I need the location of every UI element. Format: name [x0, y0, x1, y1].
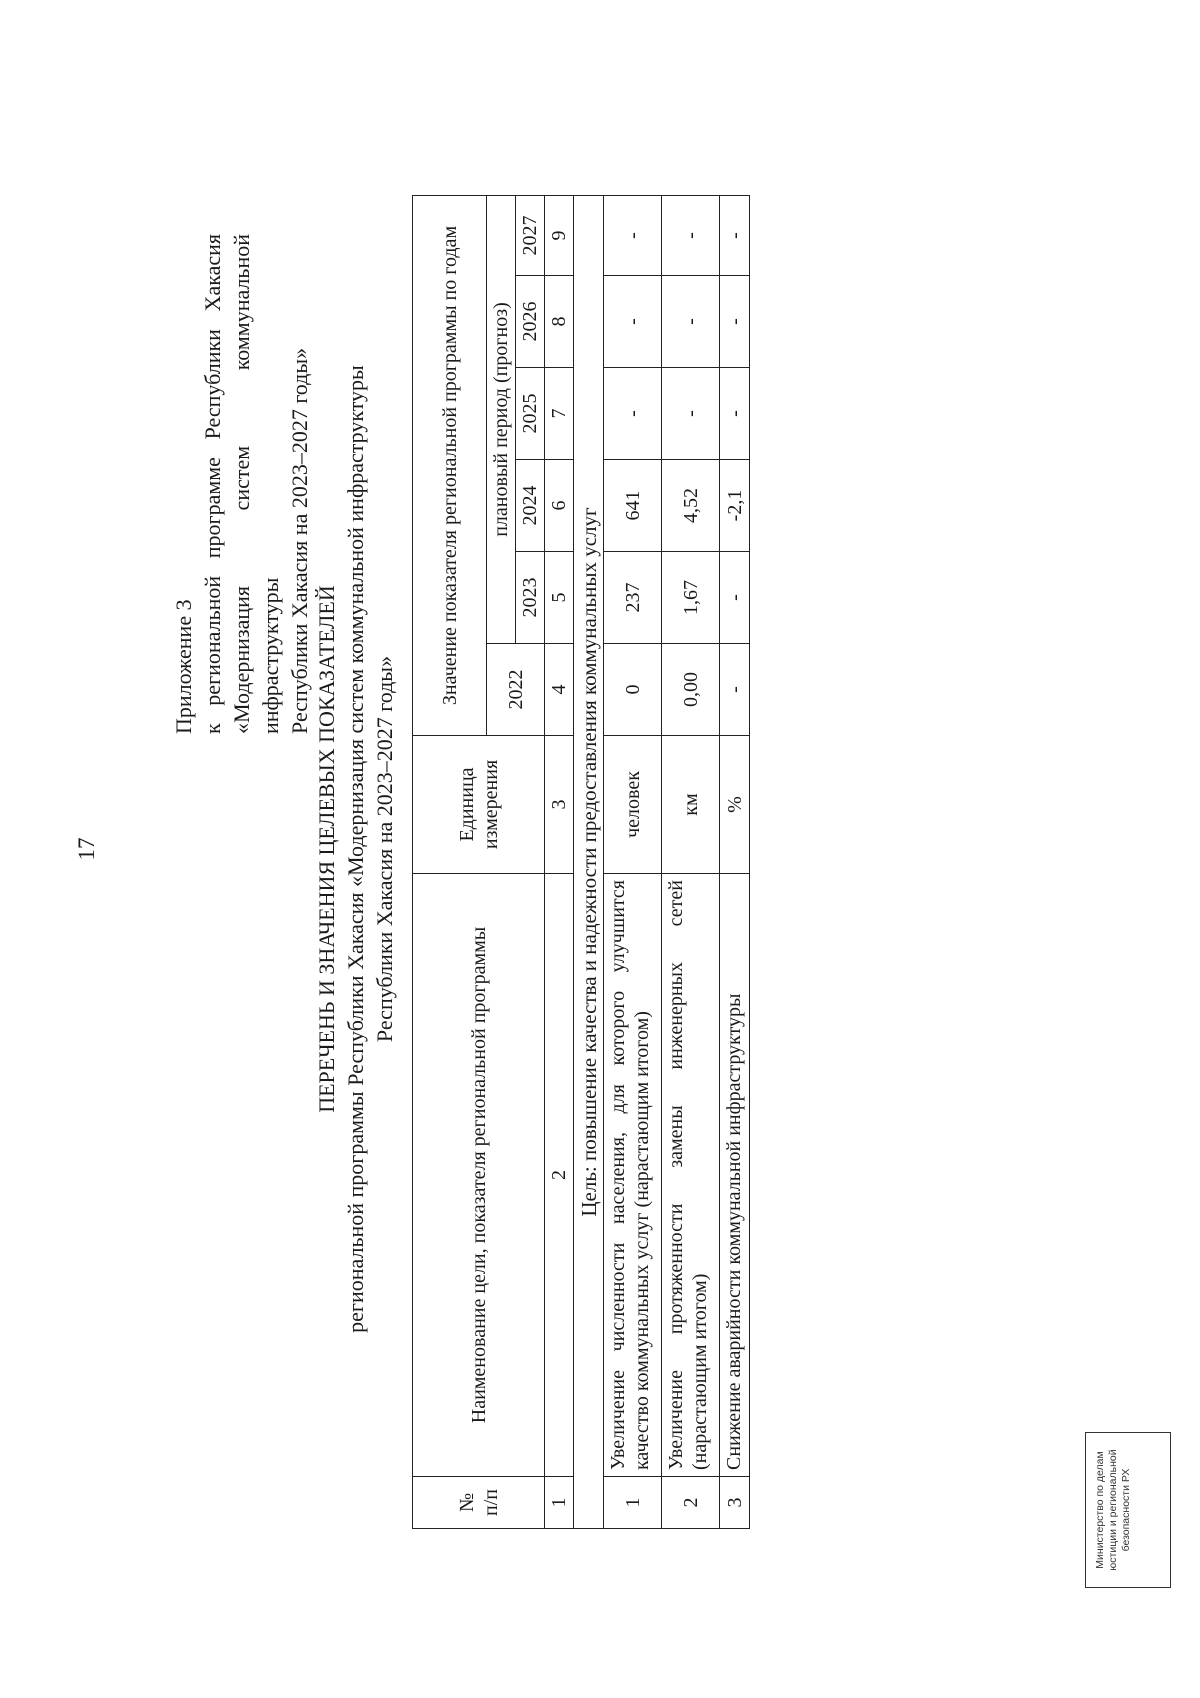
header-year: 2025 — [516, 368, 545, 460]
stamp-line: безопасности РХ — [1120, 1468, 1132, 1552]
column-number: 1 — [545, 1477, 574, 1529]
stamp-line: Министерство по делам — [1094, 1451, 1106, 1569]
table-row — [720, 195, 750, 1528]
row-unit: человек — [604, 736, 662, 874]
column-number: 6 — [545, 460, 574, 552]
column-number: 9 — [545, 195, 574, 275]
row-unit: % — [720, 736, 750, 874]
appendix-line: Республики Хакасия на 2023–2027 годы» — [287, 347, 312, 734]
row-value: - — [604, 276, 662, 368]
header-year: 2024 — [516, 460, 545, 552]
column-number: 5 — [545, 552, 574, 644]
row-value: - — [720, 644, 750, 736]
appendix-line: к региональной программе Республики Хакасия — [200, 234, 225, 734]
header-year: 2023 — [516, 552, 545, 644]
stamp-line: юстиции и региональной — [1107, 1449, 1119, 1571]
heading-title: ПЕРЕЧЕНЬ И ЗНАЧЕНИЯ ЦЕЛЕВЫХ ПОКАЗАТЕЛЕЙ — [314, 585, 339, 1113]
rotated-content — [74, 69, 1194, 1629]
header-year: 2027 — [516, 195, 545, 275]
column-number: 7 — [545, 368, 574, 460]
registration-stamp — [1085, 1432, 1171, 1588]
row-num: 2 — [662, 1477, 720, 1529]
header-unit: Единица измерения — [413, 736, 545, 874]
row-value: - — [662, 368, 720, 460]
stamp-box — [1085, 1432, 1171, 1588]
header-year: 2026 — [516, 276, 545, 368]
appendix-title: Приложение 3 — [171, 599, 196, 734]
indicators-table — [412, 195, 750, 1529]
goal-row: Цель: повышение качества и надежности предоставления коммунальных услуг — [574, 195, 604, 1528]
row-value: - — [604, 368, 662, 460]
row-value: 0 — [604, 644, 662, 736]
row-value: -2,1 — [720, 460, 750, 552]
row-value: - — [720, 368, 750, 460]
row-value: - — [720, 195, 750, 275]
header-year: 2022 — [487, 644, 545, 736]
row-value: - — [720, 552, 750, 644]
header-values: Значение показателя региональной программы по годам — [413, 195, 487, 735]
row-value: 0,00 — [662, 644, 720, 736]
header-num: № п/п — [413, 1477, 545, 1529]
row-unit: км — [662, 736, 720, 874]
row-num: 1 — [604, 1477, 662, 1529]
row-name: Увеличение численности населения, для которого улучшится качество коммунальных услуг (нарастающим итогом) — [604, 874, 662, 1477]
header-planned: плановый период (прогноз) — [487, 195, 516, 643]
row-value: - — [604, 195, 662, 275]
row-value: 237 — [604, 552, 662, 644]
column-number: 2 — [545, 874, 574, 1477]
heading-subtitle: Республики Хакасия на 2023–2027 годы» — [372, 655, 397, 1043]
row-value: - — [662, 276, 720, 368]
table-row — [662, 195, 720, 1528]
header-name: Наименование цели, показателя региональной программы — [413, 874, 545, 1477]
row-name: Увеличение протяженности замены инженерных сетей (нарастающим итогом) — [662, 874, 720, 1477]
page-number: 17 — [74, 837, 99, 861]
row-value: 4,52 — [662, 460, 720, 552]
row-name: Снижение аварийности коммунальной инфраструктуры — [720, 874, 750, 1477]
column-number-row — [545, 195, 574, 1528]
table-row — [604, 195, 662, 1528]
heading-subtitle: региональной программы Республики Хакасия «Модернизация систем коммунальной инфраструктуры — [343, 365, 368, 1333]
row-num: 3 — [720, 1477, 750, 1529]
row-value: 1,67 — [662, 552, 720, 644]
column-number: 4 — [545, 644, 574, 736]
document-heading — [312, 229, 399, 1469]
row-value: - — [720, 276, 750, 368]
row-value: 641 — [604, 460, 662, 552]
row-value: - — [662, 195, 720, 275]
appendix-note — [169, 234, 314, 734]
column-number: 3 — [545, 736, 574, 874]
column-number: 8 — [545, 276, 574, 368]
appendix-line: «Модернизация систем коммунальной инфраструктуры — [229, 234, 283, 734]
